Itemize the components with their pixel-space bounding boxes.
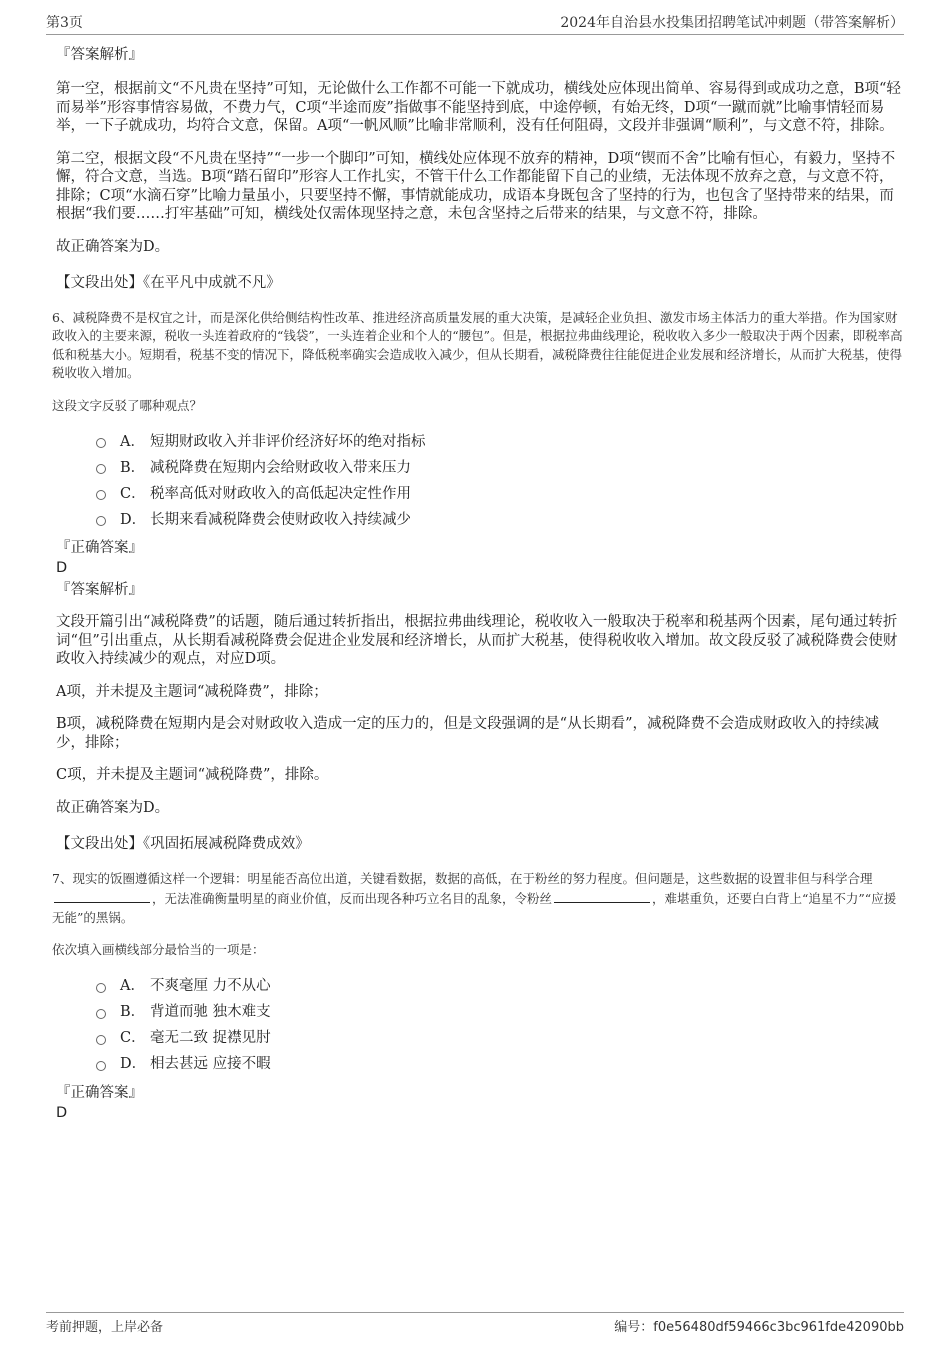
radio-icon[interactable] — [96, 1009, 106, 1019]
q6-stem: 6、减税降费不是权宜之计，而是深化供给侧结构性改革、推进经济高质量发展的重大决策，是减轻企业负担、激发市场主体活力的重大举措。作为国家财政收入的主要来源，税收一头连着政府的“钱袋”，一头连着企业和个人的“腰包”。但是，根据拉弗曲线理论，税收收入多少一般取决于两个因素，即税率高低和税基大小。短期看，税基不变的情况下，降低税率确实会造成收入减少，但从长期看，减税降费往往能促进企业发展和经济增长，从而扩大税基，使得税收收入增加。 — [52, 309, 903, 380]
q6-option-b[interactable] — [96, 453, 904, 479]
option-letter: B． — [120, 459, 146, 476]
radio-icon[interactable] — [96, 983, 106, 993]
fill-blank-2 — [554, 888, 650, 903]
q7-stem-part3: ，难堪重负，还要白白背上“追星不力”“应援无能”的黑锅。 — [52, 891, 897, 925]
q6-options — [56, 427, 904, 531]
radio-icon[interactable] — [96, 1035, 106, 1045]
q6-answer-label: 『正确答案』 — [56, 540, 143, 556]
q5-analysis-para2: 第二空，根据文段“不凡贵在坚持”“一步一个脚印”可知，横线处应体现不放弃的精神，D项“锲而不舍”比喻有恒心，有毅力，坚持不懈，符合文意，当选。B项“踏石留印”形容人工作扎实，不管干什么工作都能留下自己的业绩，无法体现不放弃之意，与文意不符，排除；C项“水滴石穿”比喻力量虽小，只要坚持不懈，事情就能成功，成语本身既包含了坚持的行为，也包含了坚持带来的结果，而根据“我们要……打牢基础”可知，横线处仅需体现坚持之意，未包含坚持之后带来的结果，与文意不符，排除。 — [56, 150, 896, 222]
radio-icon[interactable] — [96, 438, 106, 448]
option-text: 税率高低对财政收入的高低起决定性作用 — [150, 485, 411, 502]
q7-option-a[interactable] — [96, 972, 904, 998]
q7-option-d[interactable] — [96, 1050, 904, 1076]
page-content — [52, 44, 904, 1122]
q6-analysis-para1: 文段开篇引出“减税降费”的话题，随后通过转折指出，根据拉弗曲线理论，税收收入一般取决于税率和税基两个因素，尾句通过转折词“但”引出重点，从长期看减税降费会促进企业发展和经济增长，从而扩大税基，使得税收收入增加。故文段反驳了减税降费会使财政收入持续减少的观点，对应D项。 — [56, 614, 898, 667]
q6-conclusion: 故正确答案为D。 — [56, 799, 170, 816]
q7-answer: D — [56, 1104, 68, 1121]
option-text: 相去甚远 应接不暇 — [150, 1056, 271, 1072]
q6-analysis-label: 『答案解析』 — [56, 582, 143, 598]
footer-slogan: 考前押题，上岸必备 — [46, 1319, 164, 1335]
radio-icon[interactable] — [96, 516, 106, 526]
option-text: 减税降费在短期内会给财政收入带来压力 — [150, 459, 411, 476]
page-number: 第3页 — [46, 15, 83, 31]
document-title: 2024年自治县水投集团招聘笔试冲刺题（带答案解析） — [560, 15, 904, 31]
q7-stem-part2: ，无法准确衡量明星的商业价值，反而出现各种巧立名目的乱象，令粉丝 — [152, 891, 553, 906]
q7-stem-part1: 7、现实的饭圈遵循这样一个逻辑：明星能否高位出道，关键看数据，数据的高低，在于粉丝的努力程度。但问题是，这些数据的设置非但与科学合理 — [52, 870, 873, 886]
q6-analysis-para3: B项，减税降费在短期内是会对财政收入造成一定的压力的，但是文段强调的是“从长期看”，减税降费不会造成财政收入的持续减少，排除； — [56, 716, 879, 751]
radio-icon[interactable] — [96, 490, 106, 500]
q7-stem — [52, 870, 904, 928]
option-letter: A． — [120, 978, 145, 994]
q6-question: 这段文字反驳了哪种观点？ — [52, 397, 203, 413]
q5-conclusion: 故正确答案为D。 — [56, 238, 170, 255]
q7-answer-label: 『正确答案』 — [56, 1084, 143, 1101]
radio-icon[interactable] — [96, 1061, 106, 1071]
q6-option-c[interactable] — [96, 479, 904, 505]
option-text: 毫无二致 捉襟见肘 — [150, 1030, 271, 1046]
option-text: 背道而驰 独木难支 — [150, 1004, 271, 1020]
radio-icon[interactable] — [96, 464, 106, 474]
option-text: 不爽毫厘 力不从心 — [150, 978, 271, 994]
q6-answer: D — [56, 560, 68, 576]
q6-option-a[interactable] — [96, 427, 904, 453]
option-letter: B． — [120, 1004, 146, 1020]
q6-option-d[interactable] — [96, 505, 904, 531]
option-letter: C． — [120, 1030, 146, 1046]
page-footer — [46, 1312, 904, 1336]
page-header — [46, 10, 904, 35]
fill-blank-1 — [54, 888, 150, 903]
q6-analysis-para2: A项，并未提及主题词“减税降费”，排除； — [56, 683, 328, 700]
q5-analysis-para1: 第一空，根据前文“不凡贵在坚持”可知，无论做什么工作都不可能一下就成功，横线处应体现出简单、容易得到或成功之意，B项“轻而易举”形容事情容易做，不费力气，C项“半途而废”指做事不能坚持到底，中途停顿，有始无终，D项“一蹴而就”比喻事情轻而易举，一下子就成功，均符合文意，保留。A项“一帆风顺”比喻非常顺利，没有任何阻碍，文段并非强调“顺利”，与文意不符，排除。 — [56, 81, 901, 134]
q7-option-c[interactable] — [96, 1024, 904, 1050]
q6-analysis-para4: C项，并未提及主题词“减税降费”，排除。 — [56, 767, 329, 783]
q5-source: 【文段出处】《在平凡中成就不凡》 — [56, 275, 281, 291]
q7-options — [56, 972, 904, 1076]
document-id: 编号：f0e56480df59466c3bc961fde42090bb — [614, 1319, 904, 1335]
q5-analysis-label: 『答案解析』 — [56, 47, 143, 63]
q7-question: 依次填入画横线部分最恰当的一项是： — [52, 942, 265, 957]
q6-source: 【文段出处】《巩固拓展减税降费成效》 — [56, 836, 310, 852]
option-letter: D． — [120, 1056, 147, 1072]
option-text: 短期财政收入并非评价经济好坏的绝对指标 — [150, 433, 426, 450]
q7-option-b[interactable] — [96, 998, 904, 1024]
option-letter: A． — [120, 433, 145, 450]
option-text: 长期来看减税降费会使财政收入持续减少 — [150, 511, 411, 528]
option-letter: C． — [120, 485, 146, 502]
option-letter: D． — [120, 511, 147, 528]
